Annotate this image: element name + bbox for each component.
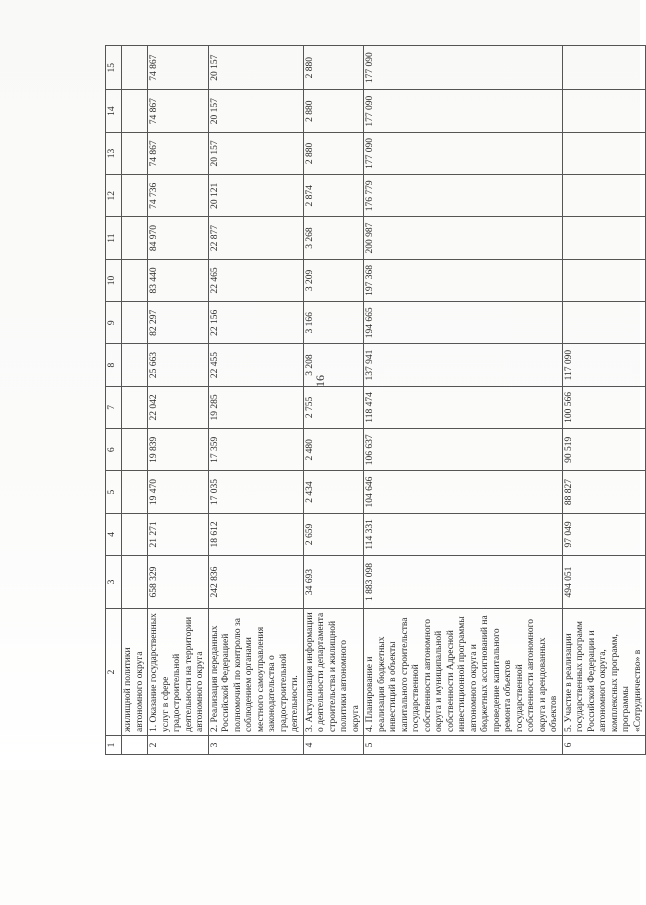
value-cell: 194 665 [364, 302, 563, 344]
activity-name-cell: 1. Оказание государственных услуг в сфере градостроительной деятельности на территории автономного округа [148, 608, 209, 735]
value-cell: 1 883 098 [364, 556, 563, 609]
header-cell: 5 [106, 471, 122, 513]
activity-name-cell: 4. Планирование и реализация бюджетных инвестиций в объекты капитального строительства государственной собственности автономного округа и муниципальной собственности Адресной инвестиционной программы автономного округа и бюджетных ассигнований на проведение капитального ремонта объектов государственной собственности автономного округа и арендованных объектов [364, 608, 563, 735]
value-cell: 90 519 [562, 429, 646, 471]
value-cell: 83 440 [148, 259, 209, 301]
value-cell: 22 455 [208, 344, 303, 386]
value-cell: 20 157 [208, 90, 303, 132]
value-cell: 97 049 [562, 513, 646, 555]
page-number: 16 [313, 375, 327, 387]
value-cell [562, 175, 646, 217]
value-cell: 200 987 [364, 217, 563, 259]
value-cell: 2 659 [303, 513, 364, 555]
table-row [208, 46, 303, 755]
value-cell: 114 331 [364, 513, 563, 555]
value-cell [122, 386, 148, 428]
value-cell [122, 471, 148, 513]
header-cell: 6 [106, 429, 122, 471]
header-cell: 11 [106, 217, 122, 259]
value-cell: 88 827 [562, 471, 646, 513]
row-number-cell: 3 [208, 735, 303, 754]
table-header-row [106, 46, 122, 755]
value-cell [122, 556, 148, 609]
value-cell: 494 051 [562, 556, 646, 609]
value-cell [122, 217, 148, 259]
value-cell [122, 259, 148, 301]
value-cell: 19 285 [208, 386, 303, 428]
value-cell [562, 132, 646, 174]
value-cell: 2 434 [303, 471, 364, 513]
row-number-cell: 6 [562, 735, 646, 754]
value-cell: 106 637 [364, 429, 563, 471]
value-cell [562, 302, 646, 344]
value-cell: 118 474 [364, 386, 563, 428]
value-cell: 3 268 [303, 217, 364, 259]
value-cell: 177 090 [364, 46, 563, 90]
value-cell: 176 779 [364, 175, 563, 217]
activity-name-cell: 3. Актуализация информации о деятельности департамента строительства и жилищной политики автономного округа [303, 608, 364, 735]
value-cell: 18 612 [208, 513, 303, 555]
value-cell: 20 157 [208, 46, 303, 90]
table-row [148, 46, 209, 755]
value-cell: 19 839 [148, 429, 209, 471]
row-number-cell: 5 [364, 735, 563, 754]
header-cell: 10 [106, 259, 122, 301]
value-cell: 177 090 [364, 132, 563, 174]
rotated-table-container [105, 45, 643, 755]
value-cell: 74 867 [148, 90, 209, 132]
header-cell: 13 [106, 132, 122, 174]
table-row [562, 46, 646, 755]
value-cell: 74 867 [148, 132, 209, 174]
header-cell: 12 [106, 175, 122, 217]
row-number-cell: 2 [148, 735, 209, 754]
value-cell: 19 470 [148, 471, 209, 513]
value-cell: 17 359 [208, 429, 303, 471]
value-cell: 117 090 [562, 344, 646, 386]
header-cell: 9 [106, 302, 122, 344]
value-cell [122, 175, 148, 217]
row-number-cell: 4 [303, 735, 364, 754]
value-cell: 25 663 [148, 344, 209, 386]
value-cell: 2 880 [303, 90, 364, 132]
value-cell: 22 465 [208, 259, 303, 301]
value-cell: 3 208 [303, 344, 364, 386]
value-cell: 2 874 [303, 175, 364, 217]
value-cell: 197 368 [364, 259, 563, 301]
header-cell: 3 [106, 556, 122, 609]
table-row [303, 46, 364, 755]
value-cell [562, 90, 646, 132]
value-cell [122, 132, 148, 174]
row-number-cell [122, 735, 148, 754]
value-cell [562, 46, 646, 90]
value-cell: 104 646 [364, 471, 563, 513]
value-cell: 2 755 [303, 386, 364, 428]
value-cell: 34 693 [303, 556, 364, 609]
value-cell: 3 209 [303, 259, 364, 301]
value-cell [122, 513, 148, 555]
value-cell: 22 042 [148, 386, 209, 428]
value-cell: 3 166 [303, 302, 364, 344]
value-cell: 82 297 [148, 302, 209, 344]
value-cell: 21 271 [148, 513, 209, 555]
table-row [122, 46, 148, 755]
value-cell [562, 217, 646, 259]
header-cell: 2 [106, 608, 122, 735]
value-cell: 22 156 [208, 302, 303, 344]
value-cell [122, 90, 148, 132]
header-cell: 8 [106, 344, 122, 386]
value-cell: 20 157 [208, 132, 303, 174]
value-cell: 20 121 [208, 175, 303, 217]
value-cell: 658 329 [148, 556, 209, 609]
header-cell: 4 [106, 513, 122, 555]
value-cell: 177 090 [364, 90, 563, 132]
value-cell: 22 877 [208, 217, 303, 259]
value-cell: 17 035 [208, 471, 303, 513]
value-cell: 242 836 [208, 556, 303, 609]
header-cell: 1 [106, 735, 122, 754]
table-row [364, 46, 563, 755]
value-cell [122, 46, 148, 90]
activity-name-cell: жилищной политики автономного округа [122, 608, 148, 735]
value-cell: 84 970 [148, 217, 209, 259]
value-cell: 2 880 [303, 46, 364, 90]
value-cell: 2 480 [303, 429, 364, 471]
value-cell: 100 566 [562, 386, 646, 428]
header-cell: 7 [106, 386, 122, 428]
value-cell: 74 736 [148, 175, 209, 217]
header-cell: 15 [106, 46, 122, 90]
budget-table [105, 45, 646, 755]
activity-name-cell: 5. Участие в реализации государственных программ Российской Федерации и автономного округа, комплексных программ, программы «Сотрудничество» в [562, 608, 646, 735]
value-cell [562, 259, 646, 301]
value-cell [122, 302, 148, 344]
value-cell: 2 880 [303, 132, 364, 174]
value-cell: 137 941 [364, 344, 563, 386]
header-cell: 14 [106, 90, 122, 132]
value-cell: 74 867 [148, 46, 209, 90]
value-cell [122, 344, 148, 386]
activity-name-cell: 2. Реализация переданных Российской Федерацией полномочий по контролю за соблюдением органами местного самоуправления законодательства о градостроительной деятельности. [208, 608, 303, 735]
value-cell [122, 429, 148, 471]
